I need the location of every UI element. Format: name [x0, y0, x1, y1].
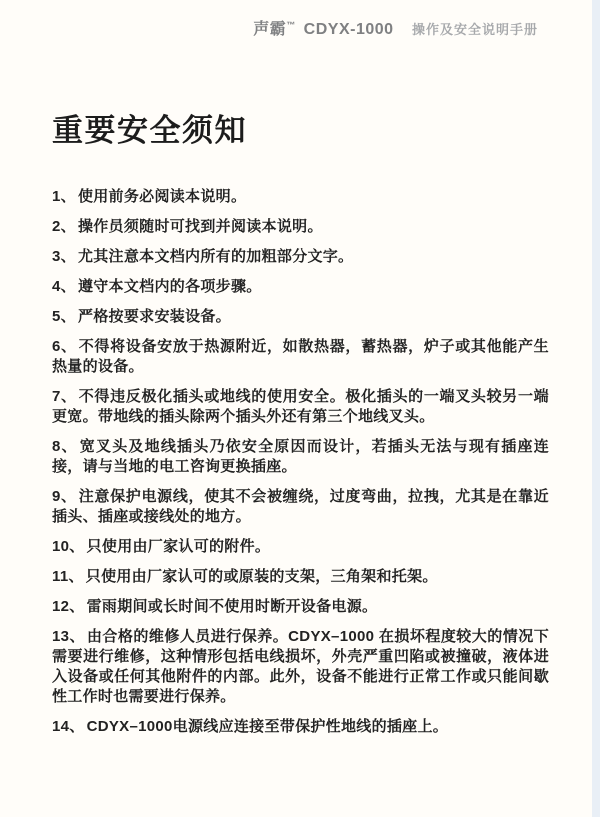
item-text: 严格按要求安装设备。	[77, 308, 231, 326]
safety-instruction-6	[52, 337, 549, 377]
item-number: 9、	[52, 488, 77, 506]
item-number: 12、	[52, 598, 85, 616]
page-header	[253, 16, 538, 39]
item-text: 只使用由厂家认可的附件。	[86, 538, 271, 556]
header-subtitle: 操作及安全说明手册	[411, 22, 538, 37]
safety-instruction-4	[52, 277, 549, 297]
item-text: 宽叉头及地线插头乃依安全原因而设计，若插头无法与现有插座连接，请与当地的电工咨询更换插座。	[52, 438, 549, 476]
safety-instruction-11	[52, 567, 549, 587]
safety-instruction-7	[52, 387, 549, 427]
brand-name: 声霸	[253, 21, 287, 38]
safety-instruction-2	[52, 217, 549, 237]
item-text: 使用前务必阅读本说明。	[77, 188, 247, 206]
safety-instruction-13	[52, 627, 549, 707]
safety-instruction-10	[52, 537, 549, 557]
page-title: 重要安全须知	[52, 113, 247, 148]
safety-instruction-1	[52, 187, 549, 207]
page-edge-strip	[592, 0, 600, 817]
item-number: 2、	[52, 218, 76, 236]
item-number: 7、	[52, 388, 77, 406]
safety-instruction-8	[52, 437, 549, 477]
item-text: 不得违反极化插头或地线的使用安全。极化插头的一端叉头较另一端更宽。带地线的插头除两个插头外还有第三个地线叉头。	[52, 388, 549, 426]
safety-instructions-list	[52, 187, 549, 737]
item-text: 不得将设备安放于热源附近，如散热器，蓄热器，炉子或其他能产生热量的设备。	[52, 338, 549, 376]
item-text: 尤其注意本文档内所有的加粗部分文字。	[77, 248, 354, 266]
item-text: CDYX–1000电源线应连接至带保护性地线的插座上。	[86, 718, 449, 736]
item-text: 操作员须随时可找到并阅读本说明。	[77, 218, 323, 236]
model-number: CDYX-1000	[303, 21, 394, 38]
item-number: 1、	[52, 188, 76, 206]
safety-instruction-14	[52, 717, 549, 737]
item-text: 雷雨期间或长时间不使用时断开设备电源。	[86, 598, 378, 616]
item-text: 由合格的维修人员进行保养。CDYX–1000 在损坏程度较大的情况下需要进行维修，这种情形包括电线损坏，外壳严重凹陷或被撞破，液体进入设备或任何其他附件的内部。此外，设备不能进行正常工作或只能间歇性工作时也需要进行保养。	[52, 628, 549, 706]
item-number: 11、	[52, 568, 84, 586]
item-number: 4、	[52, 278, 76, 296]
item-number: 6、	[52, 338, 77, 356]
item-number: 13、	[52, 628, 85, 646]
page-content	[52, 112, 549, 747]
brand-model	[253, 16, 393, 39]
item-text: 只使用由厂家认可的或原装的支架，三角架和托架。	[85, 568, 438, 586]
trademark-symbol: ™	[286, 19, 296, 30]
item-number: 5、	[52, 308, 76, 326]
safety-instruction-12	[52, 597, 549, 617]
item-number: 14、	[52, 718, 85, 736]
item-number: 10、	[52, 538, 85, 556]
safety-instruction-5	[52, 307, 549, 327]
item-number: 3、	[52, 248, 76, 266]
safety-instruction-3	[52, 247, 549, 267]
item-number: 8、	[52, 438, 78, 456]
safety-instruction-9	[52, 487, 549, 527]
item-text: 遵守本文档内的各项步骤。	[77, 278, 262, 296]
item-text: 注意保护电源线，使其不会被缠绕，过度弯曲，拉拽，尤其是在靠近插头、插座或接线处的地方。	[52, 488, 549, 526]
